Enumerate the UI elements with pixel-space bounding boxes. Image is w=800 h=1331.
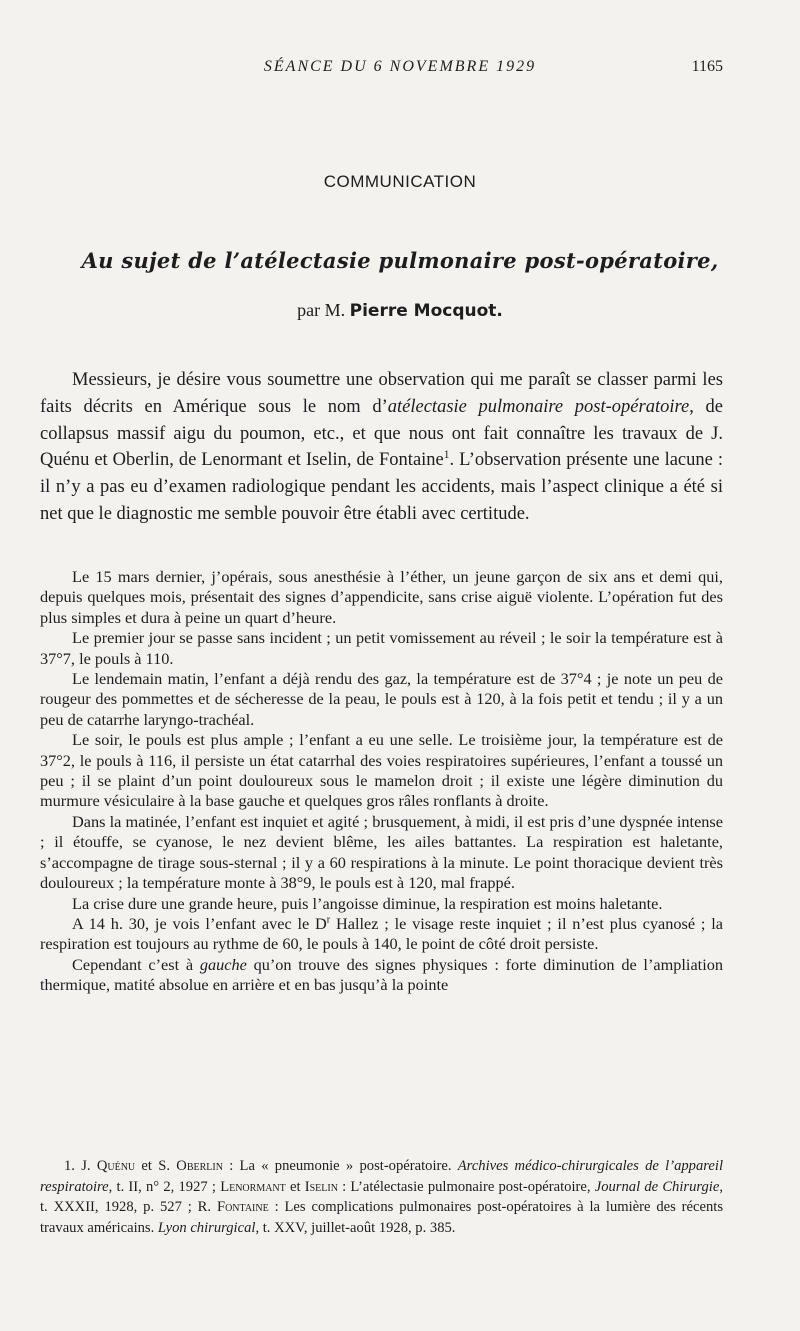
body-paragraph: Le lendemain matin, l’enfant a déjà rendu des gaz, la température est de 37°4 ; je note un peu de rougeur des pommettes et de sécheresse de la peau, le pouls est à 120, à la fois petit et tendu ; il y a un peu de catarrhe laryngo-trachéal. (40, 669, 723, 729)
footnote-text: : La « pneumonie » post-opératoire. (222, 1158, 458, 1174)
body-paragraph (40, 914, 723, 955)
section-label: COMMUNICATION (323, 172, 477, 191)
body-paragraph (40, 955, 723, 996)
body-paragraph: La crise dure une grande heure, puis l’angoisse diminue, la respiration est moins haletante. (72, 893, 663, 913)
running-head (0, 58, 800, 80)
footnote-author: Lenormant (220, 1178, 286, 1195)
body-text-sup: r (326, 914, 331, 926)
intro-paragraph (40, 367, 723, 528)
body-paragraph: Dans la matinée, l’enfant est inquiet et agité ; brusquement, à midi, il est pris d’une dyspnée intense ; il étouffe, se cyanose, le nez devient blême, les ailes battantes. La respiration est haletante, s’accompagne de tirage sous-sternal ; il y a 60 respirations à la minute. Le point thoracique devient très douloureux ; la température monte à 38°9, le pouls est à 120, mal frappé. (40, 811, 723, 893)
body-paragraph: Le 15 mars dernier, j’opérais, sous anesthésie à l’éther, un jeune garçon de six ans et demi qui, depuis quelques mois, présentait des signes d’appendicite, sans crise aiguë violente. L’opération fut des plus simples et dura à peine un quart d’heure. (40, 567, 723, 627)
intro-text-3: . L’observation présente une lacune : il n’y a pas eu d’examen radiologique pendant les accidents, mais l’aspect clinique a été si net que le diagnostic me semble pouvoir être établi avec certitude. (40, 450, 723, 524)
body-paragraph: Le soir, le pouls est plus ample ; l’enfant a eu une selle. Le troisième jour, la température est de 37°2, le pouls à 116, il persiste un état catarrhal des voies respiratoires supérieures, l’enfant a toussé un peu ; il se plaint d’un point douloureux sous le mamelon droit ; il existe une légère diminution du murmure vésiculaire à la base gauche et quelques gros râles ronflants à droite. (40, 730, 723, 811)
intro-italic-term: atélectasie pulmonaire post-opératoire (387, 396, 690, 417)
body-text: Hallez ; le visage reste inquiet ; il n’est plus cyanosé ; la respiration est toujours au rythme de 60, le pouls à 140, le point de côté droit persiste. (40, 913, 723, 954)
footnote-text: et (285, 1178, 305, 1195)
body-text: qu’on trouve des signes physiques : forte diminution de l’ampliation thermique, matité absolue en arrière et en bas jusqu’à la pointe (40, 954, 723, 995)
footnote-text: , t. XXXII, 1928, p. 527 ; R. (40, 1178, 723, 1215)
footnote-text: 1. J. (64, 1158, 97, 1174)
byline-prefix: par M. (297, 300, 346, 320)
footnote-author: Quénu (96, 1158, 136, 1174)
running-title: SÉANCE DU 6 NOVEMBRE 1929 (263, 58, 537, 75)
footnote-text: : L’atélectasie pulmonaire post-opératoire, (337, 1178, 595, 1195)
author-name: Pierre Mocquot. (349, 301, 503, 321)
footnote (40, 1156, 723, 1238)
footnote-journal: Archives médico-chirurgicales de l’appareil respiratoire (40, 1158, 723, 1195)
footnote-text: , t. II, n° 2, 1927 ; (108, 1178, 221, 1195)
footnote-journal: Journal de Chirurgie (594, 1178, 720, 1195)
body-text: Cependant c’est à (72, 954, 200, 974)
observation-body (40, 567, 723, 996)
intro-text-1: Messieurs, je désire vous soumettre une observation qui me paraît se classer parmi les faits décrits en Amérique sous le nom d’ (40, 370, 723, 417)
intro-text-2: , de collapsus massif aigu du poumon, etc., et que nous ont fait connaître les travaux de J. Quénu et Oberlin, de Lenormant et Iselin, de Fontaine (40, 396, 723, 471)
article-title: Au sujet de l’atélectasie pulmonaire post-opératoire, (81, 248, 719, 273)
footnote-ref: 1 (443, 449, 450, 462)
footnote-author: Fontaine (216, 1199, 269, 1215)
body-italic: gauche (199, 954, 247, 974)
footnote-text: : Les complications pulmonaires post-opératoires à la lumière des récents travaux américains. (40, 1199, 723, 1236)
body-text: A 14 h. 30, je vois l’enfant avec le D (72, 913, 327, 933)
byline (0, 300, 800, 321)
footnote-text: , t. XXV, juillet-août 1928, p. 385. (255, 1219, 456, 1236)
footnote-author: Iselin (304, 1178, 338, 1195)
footnote-journal: Lyon chirurgical (157, 1219, 256, 1236)
footnote-author: Oberlin (176, 1158, 223, 1174)
body-paragraph: Le premier jour se passe sans incident ; un petit vomissement au réveil ; le soir la température est à 37°7, le pouls à 110. (40, 628, 723, 668)
page-number: 1165 (691, 58, 723, 75)
footnote-text: et S. (135, 1158, 177, 1174)
